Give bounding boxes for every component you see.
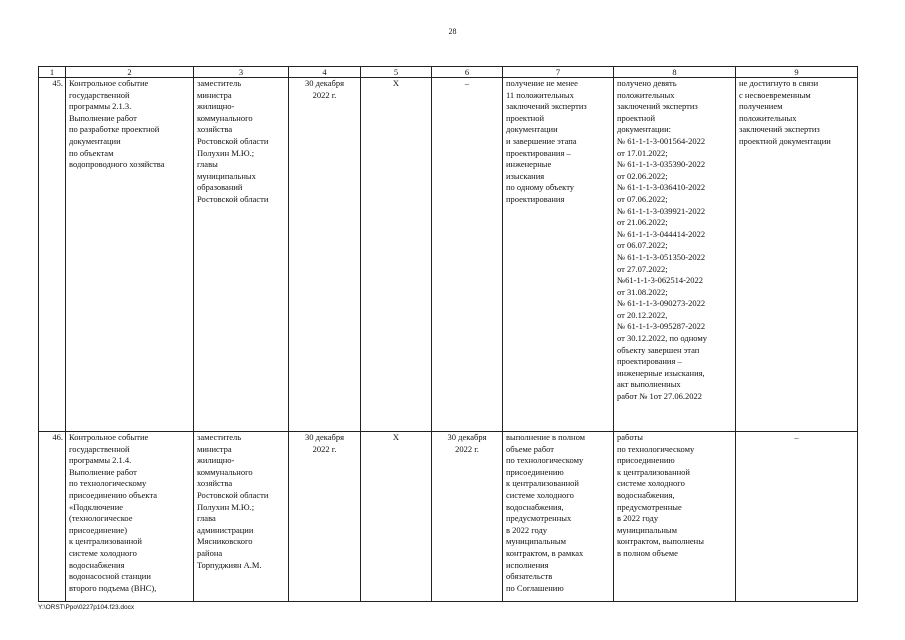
page-number: 28 bbox=[448, 27, 457, 36]
column-number: 4 bbox=[289, 67, 361, 78]
column-number: 9 bbox=[736, 67, 858, 78]
table-row bbox=[39, 78, 858, 432]
column-number: 6 bbox=[432, 67, 503, 78]
plan-date: 30 декабря 2022 г. bbox=[289, 432, 361, 602]
table-row bbox=[39, 432, 858, 602]
problems-note: – bbox=[736, 432, 858, 602]
event-description: Контрольное событие государственной программы 2.1.4. Выполнение работ по технологическому присоединению объекта «Подключение (технологическое присоединение) к централизованной системе холодного водоснабжения водонасосной станции второго подъема (ВНС), bbox=[66, 432, 194, 602]
file-path-footer: Y:\ORST\Ppo\0227p104.f23.docx bbox=[38, 604, 135, 611]
plan-date: 30 декабря 2022 г. bbox=[289, 78, 361, 432]
column-5-value: Х bbox=[361, 78, 432, 432]
problems-note: не достигнуто в связи с несвоевременным получением положительных заключений экспертиз проектной документации bbox=[736, 78, 858, 432]
event-description: Контрольное событие государственной программы 2.1.3. Выполнение работ по разработке проектной документации по объектам водопроводного хозяйства bbox=[66, 78, 194, 432]
responsible-person: заместитель министра жилищно- коммунального хозяйства Ростовской области Полухин М.Ю.; главы муниципальных образований Ростовской области bbox=[194, 78, 289, 432]
column-5-value: Х bbox=[361, 432, 432, 602]
column-number: 1 bbox=[39, 67, 66, 78]
column-number: 8 bbox=[614, 67, 736, 78]
column-number: 5 bbox=[361, 67, 432, 78]
fact-date: – bbox=[432, 78, 503, 432]
fact-date: 30 декабря 2022 г. bbox=[432, 432, 503, 602]
expected-result: получение не менее 11 положительных заключений экспертиз проектной документации и завершение этапа проектирования – инженерные изыскания по одному объекту проектирования bbox=[503, 78, 614, 432]
column-number-row bbox=[39, 67, 858, 78]
column-number: 7 bbox=[503, 67, 614, 78]
expected-result: выполнение в полном объеме работ по технологическому присоединению к централизованной системе холодного водоснабжения, предусмотренных в 2022 году муниципальным контрактом, в рамках исполнения обязательств по Соглашению bbox=[503, 432, 614, 602]
row-number: 45. bbox=[39, 78, 66, 432]
achieved-result: работы по технологическому присоединению к централизованной системе холодного водоснабжения, предусмотренные в 2022 году муниципальным контрактом, выполнены в полном объеме bbox=[614, 432, 736, 602]
column-number: 2 bbox=[66, 67, 194, 78]
responsible-person: заместитель министра жилищно- коммунального хозяйства Ростовской области Полухин М.Ю.; глава администрации Мясниковского района Торпуджиян А.М. bbox=[194, 432, 289, 602]
row-number: 46. bbox=[39, 432, 66, 602]
achieved-result: получено девять положительных заключений экспертиз проектной документации: № 61-1-1-3-001564-2022 от 17.01.2022; № 61-1-1-3-035390-2022 от 02.06.2022; № 61-1-1-3-036410-2022 от 07.06.2022; № 61-1-1-3-039921-2022 от 21.06.2022; № 61-1-1-3-044414-2022 от 06.07.2022; № 61-1-1-3-051350-2022 от 27.07.2022; №61-1-1-3-062514-2022 от 31.08.2022; № 61-1-1-3-090273-2022 от 20.12.2022, № 61-1-1-3-095287-2022 от 30.12.2022, по одному объекту завершен этап проектирования – инженерные изыскания, акт выполненных работ № 1от 27.06.2022 bbox=[614, 78, 736, 432]
report-table bbox=[38, 66, 858, 602]
column-number: 3 bbox=[194, 67, 289, 78]
